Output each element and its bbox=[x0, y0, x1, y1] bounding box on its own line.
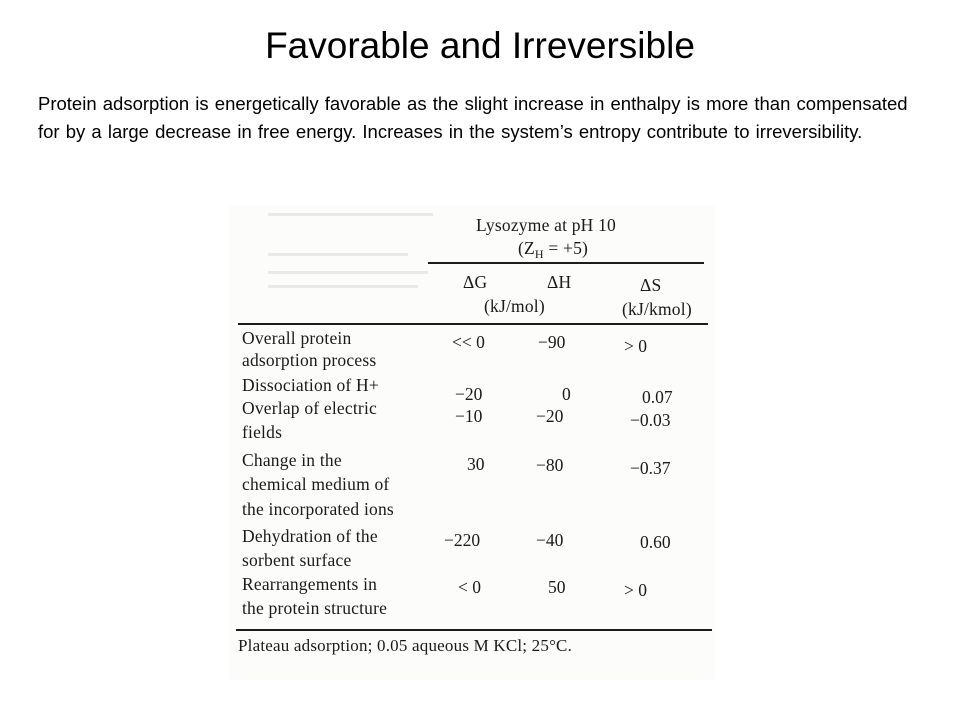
cell-dh: −40 bbox=[536, 530, 564, 550]
row-label-line: sorbent surface bbox=[242, 550, 352, 570]
intro-paragraph: Protein adsorption is energetically favorable as the slight increase in enthalpy is more than compensated for by a large decrease in free energy. Increases in the system’s entropy contribute to irreversibility. bbox=[38, 93, 908, 142]
cell-ds: > 0 bbox=[624, 580, 647, 600]
scan-noise bbox=[268, 253, 408, 256]
cell-ds: > 0 bbox=[624, 336, 647, 356]
row-label-line: Dissociation of H+ bbox=[242, 375, 379, 395]
table-group-heading: Lysozyme at pH 10 bbox=[476, 215, 616, 235]
row-label-line: the incorporated ions bbox=[242, 499, 394, 519]
scanned-table-image bbox=[230, 205, 714, 680]
scan-noise bbox=[268, 285, 418, 288]
row-label-line: adsorption process bbox=[242, 350, 377, 370]
cell-dg: << 0 bbox=[452, 332, 485, 352]
header-rule-bottom bbox=[238, 323, 708, 325]
row-label-line: Change in the bbox=[242, 450, 342, 470]
cell-dh: 0 bbox=[562, 384, 571, 404]
row-label-line: the protein structure bbox=[242, 598, 388, 618]
column-unit-ds: (kJ/kmol) bbox=[622, 299, 692, 319]
cell-dg: 30 bbox=[467, 454, 485, 474]
cell-dg: −220 bbox=[444, 530, 481, 550]
cell-dh: −90 bbox=[538, 332, 566, 352]
cell-dh: −80 bbox=[536, 455, 564, 475]
cell-dh: 50 bbox=[548, 577, 566, 597]
row-label-line: Overlap of electric bbox=[242, 398, 377, 418]
cell-dh: −20 bbox=[536, 406, 564, 426]
cell-ds: 0.07 bbox=[642, 387, 673, 407]
column-header-dh: ΔH bbox=[547, 272, 572, 292]
scan-noise bbox=[268, 271, 428, 274]
column-unit-dg-dh: (kJ/mol) bbox=[484, 296, 545, 316]
scan-noise bbox=[268, 213, 433, 216]
row-label-line: Overall protein bbox=[242, 328, 352, 348]
row-label-line: Rearrangements in bbox=[242, 574, 378, 594]
column-header-dg: ΔG bbox=[463, 272, 488, 292]
table-footnote: Plateau adsorption; 0.05 aqueous M KCl; 25°C. bbox=[238, 636, 573, 655]
row-label-line: chemical medium of bbox=[242, 474, 390, 494]
cell-dg: −10 bbox=[455, 406, 483, 426]
cell-ds: 0.60 bbox=[640, 532, 671, 552]
column-header-ds: ΔS bbox=[640, 275, 662, 295]
cell-ds: −0.03 bbox=[630, 410, 671, 430]
row-label-line: Dehydration of the bbox=[242, 526, 378, 546]
row-label-line: fields bbox=[242, 422, 283, 442]
header-rule-top bbox=[428, 262, 704, 264]
table-group-subheading: $(Z_H = +5)$ bbox=[518, 238, 589, 261]
slide-title: Favorable and Irreversible bbox=[265, 25, 695, 66]
cell-dg: −20 bbox=[455, 384, 483, 404]
cell-dg: < 0 bbox=[458, 577, 481, 597]
table-bottom-rule bbox=[236, 629, 712, 631]
cell-ds: −0.37 bbox=[630, 458, 671, 478]
